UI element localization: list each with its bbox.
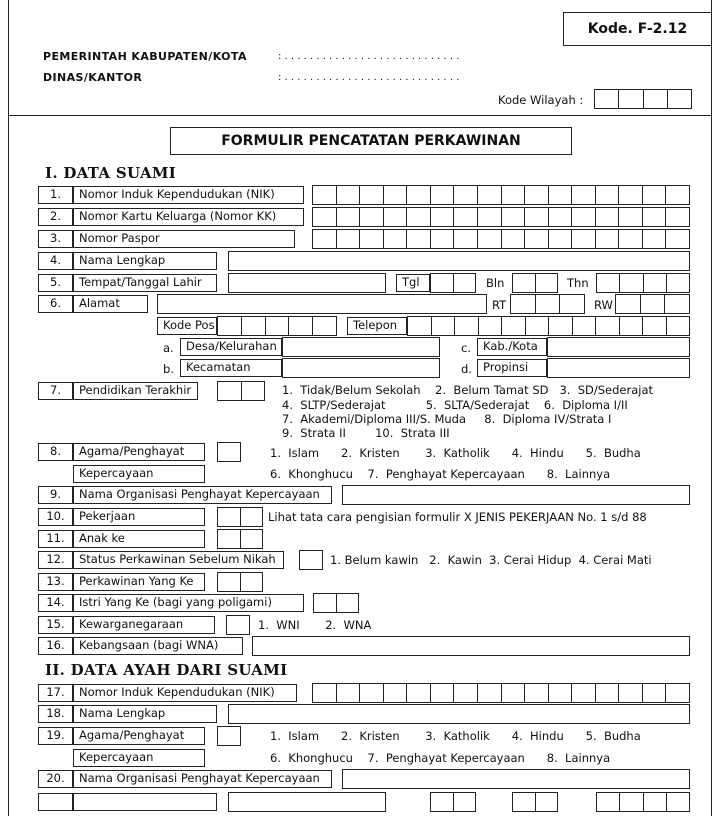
row-number: 9. bbox=[38, 486, 73, 504]
father-religion-input[interactable] bbox=[217, 726, 241, 746]
nik-label: Nomor Induk Kependudukan (NIK) bbox=[73, 186, 304, 204]
education-input[interactable] bbox=[217, 381, 265, 401]
office-label: DINAS/KANTOR bbox=[43, 71, 143, 84]
education-options-line2: 4. SLTP/Sederajat 5. SLTA/Sederajat 6. Diploma I/II bbox=[282, 398, 628, 412]
nationality-label: Kebangsaan (bagi WNA) bbox=[73, 637, 243, 655]
region-code-label: Kode Wilayah : bbox=[498, 93, 584, 107]
row-number: 3. bbox=[38, 230, 73, 248]
education-options-line1: 1. Tidak/Belum Sekolah 2. Belum Tamat SD 3. SD/Sederajat bbox=[282, 383, 654, 397]
phone-label: Telepon bbox=[347, 317, 407, 335]
child-order-input[interactable] bbox=[217, 529, 263, 549]
form-title: FORMULIR PENCATATAN PERKAWINAN bbox=[221, 133, 521, 149]
marriage-count-input[interactable] bbox=[217, 572, 263, 592]
passport-label: Nomor Paspor bbox=[73, 230, 295, 248]
row-number: 10. bbox=[38, 508, 73, 526]
rw-label: RW bbox=[594, 298, 613, 312]
day-input[interactable] bbox=[430, 273, 476, 293]
section-title-data-suami: I. DATA SUAMI bbox=[45, 164, 177, 182]
row-number: 12. bbox=[38, 551, 73, 569]
year-label: Thn bbox=[567, 276, 589, 290]
row-21-partial-number bbox=[38, 793, 73, 811]
marital-status-input[interactable] bbox=[299, 550, 323, 570]
kecamatan-label: Kecamatan bbox=[180, 359, 282, 377]
address-label: Alamat bbox=[73, 295, 148, 313]
propinsi-letter: d. bbox=[461, 362, 472, 376]
row-21-partial-cells-2[interactable] bbox=[512, 792, 558, 812]
nik-input[interactable] bbox=[312, 185, 690, 205]
kk-input[interactable] bbox=[312, 207, 690, 227]
belief-org-input[interactable] bbox=[342, 485, 690, 505]
father-belief-org-label: Nama Organisasi Penghayat Kepercayaan bbox=[73, 770, 332, 788]
belief-label: Kepercayaan bbox=[73, 465, 205, 483]
address-input[interactable] bbox=[157, 294, 487, 314]
citizenship-options: 1. WNI 2. WNA bbox=[258, 618, 372, 632]
marital-status-options: 1. Belum kawin 2. Kawin 3. Cerai Hidup 4. Cerai Mati bbox=[330, 553, 652, 567]
rt-input[interactable] bbox=[510, 294, 585, 314]
row-number: 1. bbox=[38, 186, 73, 204]
row-number: 15. bbox=[38, 616, 73, 634]
form-code: Kode. F-2.12 bbox=[587, 21, 688, 37]
year-input[interactable] bbox=[596, 273, 690, 293]
occupation-label: Pekerjaan bbox=[73, 508, 205, 526]
office-dots: : . . . . . . . . . . . . . . . . . . . . . . . . . . . . bbox=[278, 72, 460, 83]
kab-label: Kab./Kota bbox=[477, 338, 547, 356]
gov-dots: : . . . . . . . . . . . . . . . . . . . . . . . . . . . . bbox=[278, 51, 460, 62]
row-21-partial-label bbox=[73, 793, 217, 811]
section-title-data-ayah: II. DATA AYAH DARI SUAMI bbox=[45, 661, 288, 679]
row-number: 19. bbox=[38, 727, 73, 745]
row-number: 6. bbox=[38, 295, 73, 313]
citizenship-input[interactable] bbox=[226, 615, 250, 635]
wife-number-input[interactable] bbox=[313, 593, 359, 613]
father-nik-label: Nomor Induk Kependudukan (NIK) bbox=[73, 684, 297, 702]
desa-input[interactable] bbox=[282, 337, 440, 357]
propinsi-label: Propinsi bbox=[477, 359, 547, 377]
education-options-line3: 7. Akademi/Diploma III/S. Muda 8. Diploma IV/Strata I bbox=[282, 412, 612, 426]
father-religion-options-line2: 6. Khonghucu 7. Penghayat Kepercayaan 8. Lainnya bbox=[270, 751, 611, 765]
religion-input[interactable] bbox=[217, 442, 241, 462]
full-name-input[interactable] bbox=[228, 251, 690, 271]
belief-org-label: Nama Organisasi Penghayat Kepercayaan bbox=[73, 486, 332, 504]
father-belief-org-input[interactable] bbox=[342, 769, 690, 789]
row-number: 17. bbox=[38, 684, 73, 702]
education-options-line4: 9. Strata II 10. Strata III bbox=[282, 426, 450, 440]
father-belief-label: Kepercayaan bbox=[73, 749, 205, 767]
row-21-partial-input[interactable] bbox=[228, 792, 386, 812]
row-number: 16. bbox=[38, 637, 73, 655]
father-religion-label: Agama/Penghayat bbox=[73, 727, 205, 745]
row-number: 14. bbox=[38, 594, 73, 612]
gov-label: PEMERINTAH KABUPATEN/KOTA bbox=[43, 50, 247, 63]
row-number: 18. bbox=[38, 705, 73, 723]
kecamatan-input[interactable] bbox=[282, 358, 440, 378]
row-number: 8. bbox=[38, 443, 73, 461]
full-name-label: Nama Lengkap bbox=[73, 252, 217, 270]
row-21-partial-cells-3[interactable] bbox=[596, 792, 690, 812]
child-order-label: Anak ke bbox=[73, 530, 205, 548]
row-number: 2. bbox=[38, 208, 73, 226]
row-number: 13. bbox=[38, 573, 73, 591]
row-number: 7. bbox=[38, 382, 73, 400]
kab-letter: c. bbox=[461, 341, 471, 355]
marital-status-label: Status Perkawinan Sebelum Nikah bbox=[73, 551, 284, 569]
marriage-count-label: Perkawinan Yang Ke bbox=[73, 573, 205, 591]
rw-input[interactable] bbox=[615, 294, 690, 314]
region-code-cells[interactable] bbox=[594, 89, 692, 109]
occupation-note: Lihat tata cara pengisian formulir X JENIS PEKERJAAN No. 1 s/d 88 bbox=[268, 510, 647, 524]
row-number: 20. bbox=[38, 770, 73, 788]
father-name-label: Nama Lengkap bbox=[73, 705, 217, 723]
row-number: 4. bbox=[38, 252, 73, 270]
day-label: Tgl bbox=[396, 274, 430, 292]
postal-code-input[interactable] bbox=[217, 316, 337, 336]
row-number: 11. bbox=[38, 530, 73, 548]
father-name-input[interactable] bbox=[228, 704, 690, 724]
education-label: Pendidikan Terakhir bbox=[73, 382, 198, 400]
kk-label: Nomor Kartu Keluarga (Nomor KK) bbox=[73, 208, 304, 226]
phone-input[interactable] bbox=[407, 316, 690, 336]
father-nik-input[interactable] bbox=[312, 683, 690, 703]
religion-options-line2: 6. Khonghucu 7. Penghayat Kepercayaan 8. Lainnya bbox=[270, 467, 611, 481]
propinsi-input[interactable] bbox=[547, 358, 690, 378]
month-input[interactable] bbox=[512, 273, 558, 293]
row-21-partial-cells-1[interactable] bbox=[430, 792, 476, 812]
wife-number-label: Istri Yang Ke (bagi yang poligami) bbox=[73, 594, 304, 612]
postal-code-label: Kode Pos bbox=[157, 317, 217, 335]
kab-input[interactable] bbox=[547, 337, 690, 357]
row-number: 5. bbox=[38, 274, 73, 292]
desa-letter: a. bbox=[163, 341, 174, 355]
religion-options-line1: 1. Islam 2. Kristen 3. Katholik 4. Hindu 5. Budha bbox=[270, 446, 641, 460]
kecamatan-letter: b. bbox=[163, 362, 174, 376]
desa-label: Desa/Kelurahan bbox=[180, 338, 282, 356]
birth-label: Tempat/Tanggal Lahir bbox=[73, 274, 217, 292]
birth-place-input[interactable] bbox=[228, 273, 386, 293]
nationality-input[interactable] bbox=[252, 636, 690, 656]
father-religion-options-line1: 1. Islam 2. Kristen 3. Katholik 4. Hindu 5. Budha bbox=[270, 729, 641, 743]
citizenship-label: Kewarganegaraan bbox=[73, 616, 215, 634]
religion-label: Agama/Penghayat bbox=[73, 443, 205, 461]
rt-label: RT bbox=[492, 298, 507, 312]
month-label: Bln bbox=[486, 276, 505, 290]
passport-input[interactable] bbox=[312, 229, 690, 249]
occupation-input[interactable] bbox=[217, 507, 263, 527]
